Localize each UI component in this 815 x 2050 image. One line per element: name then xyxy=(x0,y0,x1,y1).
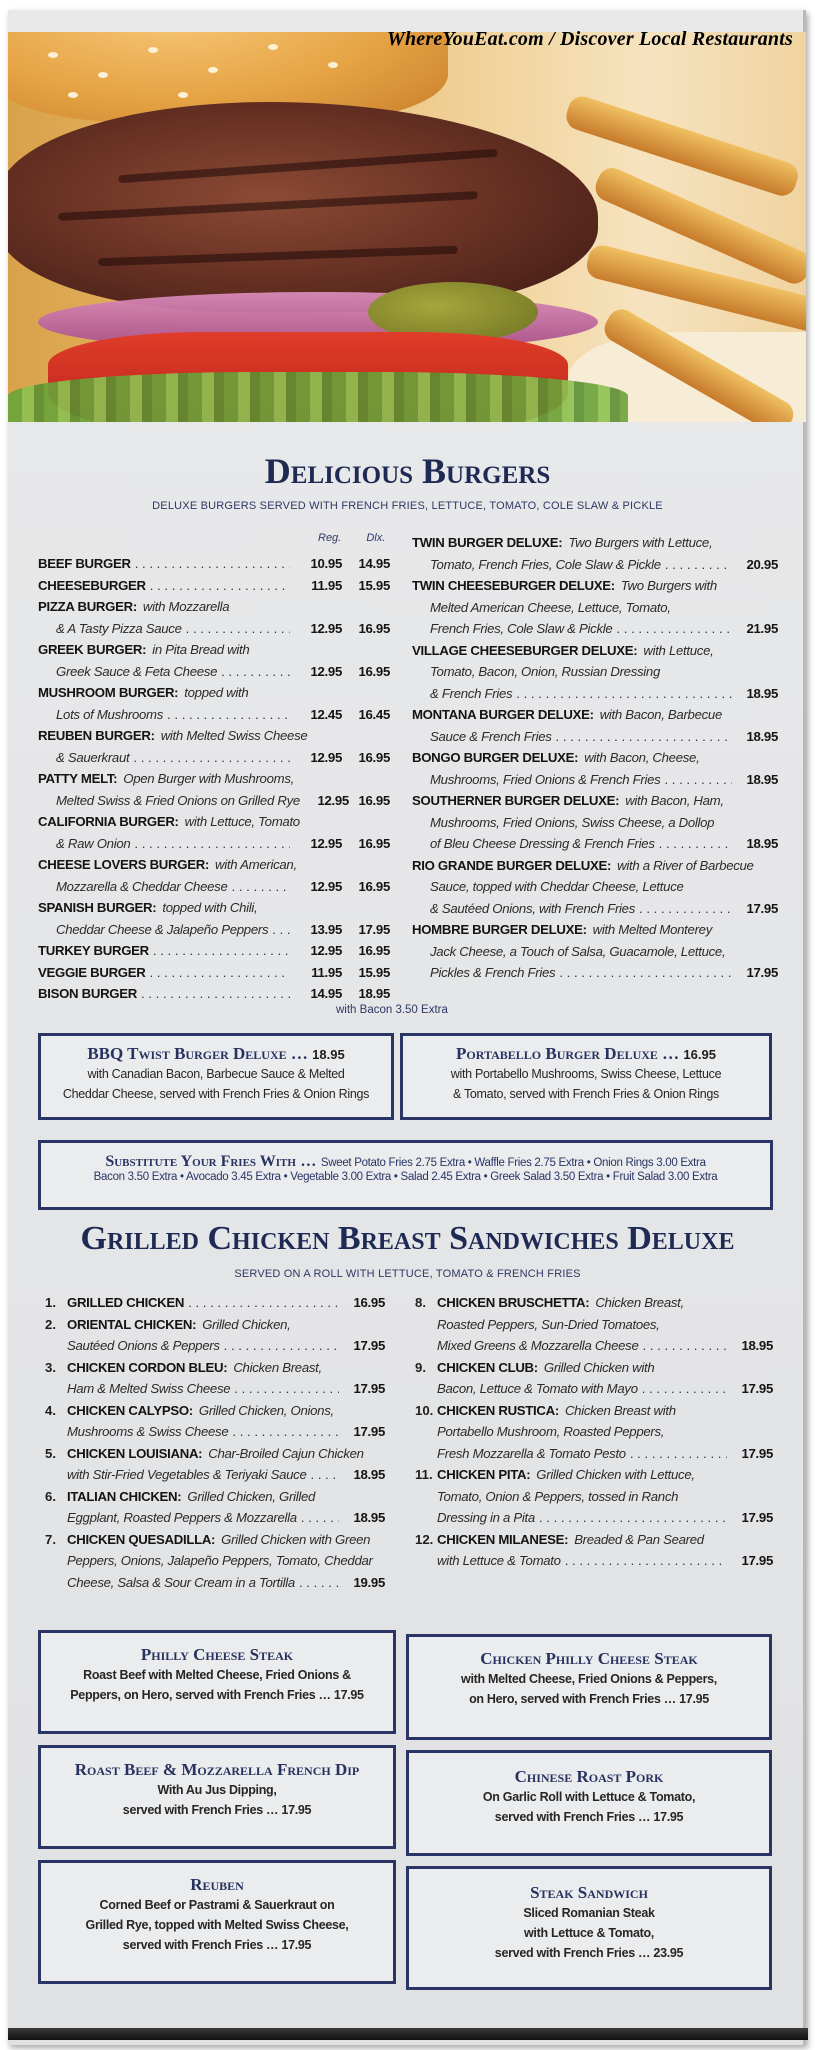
leader-dots xyxy=(556,726,732,748)
burgers-left-column xyxy=(38,553,390,1005)
item-description: Grilled Chicken, Onions, xyxy=(198,1402,334,1418)
menu-item xyxy=(45,1314,385,1357)
item-price: 17.95 xyxy=(741,1510,773,1525)
item-name: BISON BURGER xyxy=(38,986,137,1001)
reg-price: 12.45 xyxy=(310,706,342,722)
item-description: Breaded & Pan Seared xyxy=(574,1531,704,1547)
item-description: of Bleu Cheese Dressing & French Fries xyxy=(430,836,655,851)
leader-dots xyxy=(234,1378,339,1400)
leader-dots xyxy=(630,1443,727,1465)
menu-item xyxy=(38,682,390,725)
bacon-note: with Bacon 3.50 Extra xyxy=(336,1004,448,1016)
item-description: Mushrooms, Fried Onions & French Fries xyxy=(430,771,661,787)
item-description: Mixed Greens & Mozzarella Cheese xyxy=(437,1338,639,1353)
item-price: 17.95 xyxy=(353,1424,385,1439)
menu-bottom-edge xyxy=(8,2028,808,2040)
reg-price: 11.95 xyxy=(311,964,342,980)
dlx-price: 14.95 xyxy=(358,556,390,571)
menu-item xyxy=(45,1486,385,1529)
box-title: Roast Beef & Mozzarella French Dip xyxy=(74,1760,360,1779)
box-title: Steak Sandwich xyxy=(530,1883,648,1902)
item-name: CHICKEN BRUSCHETTA: xyxy=(437,1295,590,1310)
box-desc: with Melted Cheese, Fried Onions & Peppers, xyxy=(461,1672,717,1686)
item-description: & Sautéed Onions, with French Fries xyxy=(430,900,635,916)
portabello-price: 16.95 xyxy=(683,1047,716,1062)
leader-dots xyxy=(664,769,732,791)
item-description: Two Burgers with xyxy=(620,578,717,593)
menu-item xyxy=(45,1400,385,1443)
box-desc: served with French Fries … 23.95 xyxy=(494,1946,684,1960)
box-desc: served with French Fries … 17.95 xyxy=(494,1810,684,1824)
menu-item xyxy=(412,704,778,747)
box-desc: Sliced Romanian Steak xyxy=(523,1906,655,1920)
item-name: CHICKEN CORDON BLEU: xyxy=(67,1359,228,1375)
item-name: PIZZA BURGER: xyxy=(38,599,137,614)
box-desc: Peppers, on Hero, served with French Fries … 17.95 xyxy=(70,1688,364,1702)
item-description: Chicken Breast with xyxy=(564,1402,676,1418)
item-description: Tomato, French Fries, Cole Slaw & Pickle xyxy=(430,556,661,572)
item-description: with Bacon, Ham, xyxy=(625,793,724,808)
bbq-twist-price: 18.95 xyxy=(312,1047,345,1062)
item-price: 21.95 xyxy=(746,621,778,636)
chicken-right-column xyxy=(415,1292,773,1572)
item-price: 18.95 xyxy=(353,1510,385,1525)
item-description: & Raw Onion xyxy=(56,835,131,851)
item-name: TWIN BURGER DELUXE: xyxy=(412,535,563,550)
item-name: VILLAGE CHEESEBURGER DELUXE: xyxy=(412,642,638,658)
menu-item xyxy=(38,596,390,639)
item-name: CHICKEN MILANESE: xyxy=(437,1531,569,1547)
item-number: 3. xyxy=(45,1359,56,1375)
item-description: Grilled Chicken with Lettuce, xyxy=(536,1467,695,1482)
item-description: Ham & Melted Swiss Cheese xyxy=(67,1381,231,1396)
item-description: with American, xyxy=(215,857,297,872)
menu-item xyxy=(45,1292,385,1314)
menu-item xyxy=(38,983,390,1005)
box-desc: with Lettuce & Tomato, xyxy=(524,1926,654,1940)
dlx-price: 17.95 xyxy=(358,921,390,937)
item-description: Jack Cheese, a Touch of Salsa, Guacamole, Lettuce, xyxy=(430,943,726,959)
item-name: VEGGIE BURGER xyxy=(38,964,146,980)
site-caption: WhereYouEat.com / Discover Local Restaurants xyxy=(386,28,793,50)
item-description: Tomato, Bacon, Onion, Russian Dressing xyxy=(430,664,661,679)
item-description: with Bacon, Barbecue xyxy=(599,707,722,722)
portabello-desc-1: with Portabello Mushrooms, Swiss Cheese, Lettuce xyxy=(450,1067,722,1081)
dlx-header: Dlx. xyxy=(366,532,386,544)
chicken-philly-box xyxy=(406,1634,772,1740)
leader-dots xyxy=(665,554,732,576)
reg-price: 11.95 xyxy=(311,577,342,593)
item-description: with Melted Swiss Cheese xyxy=(160,728,308,743)
item-description: & Sauerkraut xyxy=(56,749,130,765)
item-name: SOUTHERNER BURGER DELUXE: xyxy=(412,793,620,808)
burgers-right-column xyxy=(412,532,778,984)
box-title: Chicken Philly Cheese Steak xyxy=(480,1649,698,1668)
item-description: Dressing in a Pita xyxy=(437,1510,535,1525)
item-description: Grilled Chicken with Green xyxy=(221,1531,371,1547)
menu-item xyxy=(412,575,778,640)
item-description: Fresh Mozzarella & Tomato Pesto xyxy=(437,1445,626,1461)
menu-item xyxy=(38,725,390,768)
item-name: GRILLED CHICKEN xyxy=(67,1295,185,1310)
item-name: TURKEY BURGER xyxy=(38,943,149,958)
box-desc: Corned Beef or Pastrami & Sauerkraut on xyxy=(99,1898,335,1912)
dlx-price: 16.95 xyxy=(358,943,390,958)
item-description: Sauce, topped with Cheddar Cheese, Lettuce xyxy=(430,879,684,894)
leader-dots xyxy=(311,1464,340,1486)
menu-item xyxy=(415,1529,773,1572)
item-price: 20.95 xyxy=(746,556,778,572)
chicken-subtitle: SERVED ON A ROLL WITH LETTUCE, TOMATO & FRENCH FRIES xyxy=(234,1268,581,1280)
box-desc: Roast Beef with Melted Cheese, Fried Onions & xyxy=(83,1668,351,1682)
steak-sandwich-box xyxy=(406,1866,772,1990)
item-price: 17.95 xyxy=(741,1445,773,1461)
leader-dots xyxy=(272,919,290,941)
menu-item xyxy=(38,962,390,984)
menu-item xyxy=(412,855,778,920)
item-price: 18.95 xyxy=(746,771,778,787)
dlx-price: 15.95 xyxy=(358,577,390,593)
item-description: Two Burgers with Lettuce, xyxy=(568,535,713,550)
item-name: MUSHROOM BURGER: xyxy=(38,685,179,700)
item-name: ITALIAN CHICKEN: xyxy=(67,1488,182,1504)
leader-dots xyxy=(153,940,290,962)
box-title: Reuben xyxy=(190,1875,244,1894)
portabello-box: Portabello Burger Deluxe … 16.95 with Portabello Mushrooms, Swiss Cheese, Lettuce & Tomato, served with French Fries & Onion Rings xyxy=(400,1033,772,1120)
box-title: Philly Cheese Steak xyxy=(140,1645,294,1664)
item-description: & French Fries xyxy=(430,685,513,701)
menu-item xyxy=(38,575,390,597)
chicken-left-column xyxy=(45,1292,385,1593)
substitute-label: Substitute Your Fries With xyxy=(105,1153,296,1170)
item-price: 17.95 xyxy=(353,1338,385,1353)
leader-dots xyxy=(616,618,732,640)
portabello-title: Portabello Burger Deluxe xyxy=(456,1044,658,1063)
item-description: Grilled Chicken, Grilled xyxy=(187,1488,316,1504)
item-description: & A Tasty Pizza Sauce xyxy=(56,620,182,636)
item-number: 5. xyxy=(45,1445,56,1461)
item-name: BONGO BURGER DELUXE: xyxy=(412,750,579,765)
dlx-price: 16.95 xyxy=(358,878,390,894)
item-number: 2. xyxy=(45,1316,56,1332)
leader-dots xyxy=(149,962,290,984)
dlx-price: 16.95 xyxy=(358,792,390,808)
leader-dots xyxy=(659,833,732,855)
item-number: 7. xyxy=(45,1531,56,1547)
item-price: 19.95 xyxy=(353,1574,385,1590)
reg-price: 14.95 xyxy=(310,986,342,1001)
item-price: 18.95 xyxy=(741,1338,773,1353)
dlx-price: 16.45 xyxy=(358,706,390,722)
item-name: HOMBRE BURGER DELUXE: xyxy=(412,922,587,937)
item-description: Grilled Chicken with xyxy=(543,1359,655,1375)
item-description: French Fries, Cole Slaw & Pickle xyxy=(430,621,613,636)
item-description: with Lettuce & Tomato xyxy=(437,1553,561,1568)
substitute-line-2: Bacon 3.50 Extra • Avocado 3.45 Extra • Vegetable 3.00 Extra • Salad 2.45 Extra • Greek Salad 3.50 Extra • Fruit Salad 3.00 Extra xyxy=(93,1171,718,1183)
item-description: with Lettuce, Tomato xyxy=(184,814,300,829)
reg-price: 12.95 xyxy=(310,943,342,958)
leader-dots xyxy=(167,704,290,726)
menu-item xyxy=(38,897,390,940)
french-dip-box xyxy=(38,1745,396,1849)
box-title: Chinese Roast Pork xyxy=(514,1767,664,1786)
item-name: REUBEN BURGER: xyxy=(38,728,155,743)
box-desc: Grilled Rye, topped with Melted Swiss Cheese, xyxy=(85,1918,349,1932)
reg-price: 12.95 xyxy=(310,878,342,894)
item-name: SPANISH BURGER: xyxy=(38,900,157,915)
item-price: 17.95 xyxy=(746,900,778,916)
item-description: Chicken Breast, xyxy=(595,1295,684,1310)
item-price: 18.95 xyxy=(746,728,778,744)
item-name: CHICKEN RUSTICA: xyxy=(437,1402,559,1418)
item-price: 17.95 xyxy=(746,965,778,980)
dlx-price: 16.95 xyxy=(358,620,390,636)
item-description: topped with Chili, xyxy=(162,900,258,915)
item-name: CHICKEN PITA: xyxy=(437,1467,531,1482)
item-description: Peppers, Onions, Jalapeño Peppers, Tomato, Cheddar xyxy=(67,1553,373,1568)
item-name: CHICKEN QUESADILLA: xyxy=(67,1531,216,1547)
item-description: in Pita Bread with xyxy=(152,642,250,657)
box-desc: On Garlic Roll with Lettuce & Tomato, xyxy=(482,1790,696,1804)
leader-dots xyxy=(559,962,732,984)
box-desc: With Au Jus Dipping, xyxy=(157,1783,277,1797)
reg-header: Reg. xyxy=(318,532,342,544)
item-description: Chicken Breast, xyxy=(233,1359,322,1375)
item-price: 18.95 xyxy=(353,1467,385,1482)
leader-dots xyxy=(188,1292,339,1314)
menu-item xyxy=(415,1464,773,1529)
leader-dots xyxy=(186,618,290,640)
item-number: 8. xyxy=(415,1295,426,1310)
reuben-box xyxy=(38,1860,396,1984)
leader-dots xyxy=(224,1335,339,1357)
item-description: Sauce & French Fries xyxy=(430,728,552,744)
leader-dots xyxy=(642,1378,727,1400)
leader-dots xyxy=(299,1572,339,1594)
item-name: CALIFORNIA BURGER: xyxy=(38,814,179,829)
burgers-subtitle: DELUXE BURGERS SERVED WITH FRENCH FRIES, LETTUCE, TOMATO, COLE SLAW & PICKLE xyxy=(152,500,663,512)
item-description: with Mozzarella xyxy=(142,599,230,614)
leader-dots xyxy=(639,898,732,920)
item-description: with Lettuce, xyxy=(643,642,714,658)
menu-item xyxy=(45,1529,385,1594)
menu-item xyxy=(412,919,778,984)
bbq-twist-desc-2: Cheddar Cheese, served with French Fries & Onion Rings xyxy=(62,1087,370,1101)
leader-dots xyxy=(232,1421,339,1443)
item-price: 17.95 xyxy=(741,1381,773,1396)
item-description: Bacon, Lettuce & Tomato with Mayo xyxy=(437,1381,638,1396)
reg-price: 12.95 xyxy=(310,749,342,765)
item-number: 10. xyxy=(415,1402,434,1418)
item-description: Greek Sauce & Feta Cheese xyxy=(56,663,218,679)
item-price: 18.95 xyxy=(746,685,778,701)
menu-item xyxy=(38,768,390,811)
menu-item xyxy=(45,1357,385,1400)
item-description: with a River of Barbecue xyxy=(617,857,754,873)
item-price: 18.95 xyxy=(746,836,778,851)
leader-dots xyxy=(232,876,291,898)
item-name: BEEF BURGER xyxy=(38,556,131,571)
item-description: Tomato, Onion & Peppers, tossed in Ranch xyxy=(437,1488,679,1504)
item-description: Melted American Cheese, Lettuce, Tomato, xyxy=(430,599,671,615)
item-description: Mushrooms & Swiss Cheese xyxy=(67,1424,229,1439)
item-description: with Melted Monterey xyxy=(592,922,713,937)
item-description: Lots of Mushrooms xyxy=(56,706,164,722)
leader-dots xyxy=(301,1507,339,1529)
burgers-title: Delicious Burgers xyxy=(264,451,551,491)
leader-dots xyxy=(141,983,290,1005)
item-description: with Bacon, Cheese, xyxy=(584,750,700,765)
leader-dots xyxy=(516,683,732,705)
item-name: CHEESE LOVERS BURGER: xyxy=(38,857,210,872)
item-description: Mushrooms, Fried Onions, Swiss Cheese, a Dollop xyxy=(430,814,715,830)
item-name: MONTANA BURGER DELUXE: xyxy=(412,707,594,722)
reg-price: 12.95 xyxy=(310,663,342,679)
item-number: 6. xyxy=(45,1488,56,1504)
item-description: with Stir-Fried Vegetables & Teriyaki Sauce xyxy=(67,1467,307,1482)
menu-item xyxy=(412,640,778,705)
item-description: Portabello Mushroom, Roasted Peppers, xyxy=(437,1424,665,1439)
menu-item xyxy=(38,940,390,962)
chinese-roast-pork-box xyxy=(406,1750,772,1856)
reg-price: 12.95 xyxy=(317,792,349,808)
menu-item xyxy=(415,1400,773,1465)
item-price: 17.95 xyxy=(741,1553,773,1568)
item-description: Roasted Peppers, Sun-Dried Tomatoes, xyxy=(437,1316,660,1332)
bbq-twist-title: BBQ Twist Burger Deluxe xyxy=(87,1044,287,1063)
item-description: Grilled Chicken, xyxy=(202,1316,291,1332)
item-description: Open Burger with Mushrooms, xyxy=(123,771,294,786)
reg-price: 12.95 xyxy=(310,835,342,851)
item-name: ORIENTAL CHICKEN: xyxy=(67,1316,197,1332)
item-number: 12. xyxy=(415,1531,434,1547)
item-description: Mozzarella & Cheddar Cheese xyxy=(56,878,228,894)
leader-dots xyxy=(221,661,290,683)
menu-item xyxy=(412,532,778,575)
menu-item xyxy=(38,854,390,897)
reg-price: 10.95 xyxy=(310,556,342,571)
menu-item xyxy=(38,553,390,575)
item-name: RIO GRANDE BURGER DELUXE: xyxy=(412,857,612,873)
item-name: TWIN CHEESEBURGER DELUXE: xyxy=(412,578,615,593)
bbq-twist-desc-1: with Canadian Bacon, Barbecue Sauce & Melted xyxy=(87,1067,345,1081)
column-headers xyxy=(318,532,385,544)
dlx-price: 16.95 xyxy=(358,835,390,851)
chicken-title: Grilled Chicken Breast Sandwiches Deluxe xyxy=(80,1220,735,1257)
dlx-price: 15.95 xyxy=(358,964,390,980)
item-price: 16.95 xyxy=(353,1295,385,1310)
reg-price: 12.95 xyxy=(310,620,342,636)
dlx-price: 16.95 xyxy=(358,749,390,765)
item-description: Eggplant, Roasted Peppers & Mozzarella xyxy=(67,1510,297,1525)
reg-price: 13.95 xyxy=(310,921,342,937)
item-number: 11. xyxy=(415,1467,433,1482)
item-name: CHICKEN LOUISIANA: xyxy=(67,1445,203,1461)
item-name: CHEESEBURGER xyxy=(38,577,146,593)
leader-dots xyxy=(134,833,290,855)
leader-dots xyxy=(150,575,290,597)
menu-item xyxy=(45,1443,385,1486)
menu-item xyxy=(415,1292,773,1357)
item-description: Melted Swiss & Fried Onions on Grilled Rye xyxy=(56,792,300,808)
menu-item xyxy=(38,811,390,854)
item-number: 4. xyxy=(45,1402,56,1418)
box-desc: on Hero, served with French Fries … 17.95 xyxy=(469,1692,709,1706)
dlx-price: 18.95 xyxy=(358,986,390,1001)
portabello-desc-2: & Tomato, served with French Fries & Onion Rings xyxy=(452,1087,720,1101)
philly-cheese-steak-box xyxy=(38,1630,396,1734)
item-name: GREEK BURGER: xyxy=(38,642,147,657)
leader-dots xyxy=(135,553,290,575)
menu-item xyxy=(38,639,390,682)
leader-dots xyxy=(539,1507,727,1529)
item-number: 9. xyxy=(415,1359,426,1375)
item-description: Pickles & French Fries xyxy=(430,965,556,980)
substitute-line-1: Sweet Potato Fries 2.75 Extra • Waffle Fries 2.75 Extra • Onion Rings 3.00 Extra xyxy=(320,1157,706,1169)
burger-photo xyxy=(8,32,806,422)
box-desc: served with French Fries … 17.95 xyxy=(122,1938,312,1952)
leader-dots xyxy=(565,1550,727,1572)
menu-item xyxy=(412,747,778,790)
item-description: Cheese, Salsa & Sour Cream in a Tortilla xyxy=(67,1574,295,1590)
item-name: PATTY MELT: xyxy=(38,771,118,786)
item-description: topped with xyxy=(184,685,249,700)
substitute-fries-box: Substitute Your Fries With … Sweet Potato Fries 2.75 Extra • Waffle Fries 2.75 Extra • Onion Rings 3.00 Extra Bacon 3.50 Extra • Avocado 3.45 Extra • Vegetable 3.00 Extra • Salad 2.45 Extra • Greek Salad 3.50 Extra • Fruit Salad 3.00 Extra xyxy=(38,1140,773,1210)
bbq-twist-box: BBQ Twist Burger Deluxe … 18.95 with Canadian Bacon, Barbecue Sauce & Melted Cheddar Cheese, served with French Fries & Onion Rings xyxy=(38,1033,394,1120)
item-description: Sautéed Onions & Peppers xyxy=(67,1338,220,1353)
item-description: Char-Broiled Cajun Chicken xyxy=(208,1445,364,1461)
box-desc: served with French Fries … 17.95 xyxy=(122,1803,312,1817)
item-description: Cheddar Cheese & Jalapeño Peppers xyxy=(56,921,269,937)
dlx-price: 16.95 xyxy=(358,663,390,679)
item-name: CHICKEN CALYPSO: xyxy=(67,1402,193,1418)
leader-dots xyxy=(133,747,290,769)
item-name: CHICKEN CLUB: xyxy=(437,1359,538,1375)
item-price: 17.95 xyxy=(353,1381,385,1396)
leader-dots xyxy=(643,1335,728,1357)
item-number: 1. xyxy=(45,1295,56,1310)
menu-item xyxy=(412,790,778,855)
menu-item xyxy=(415,1357,773,1400)
